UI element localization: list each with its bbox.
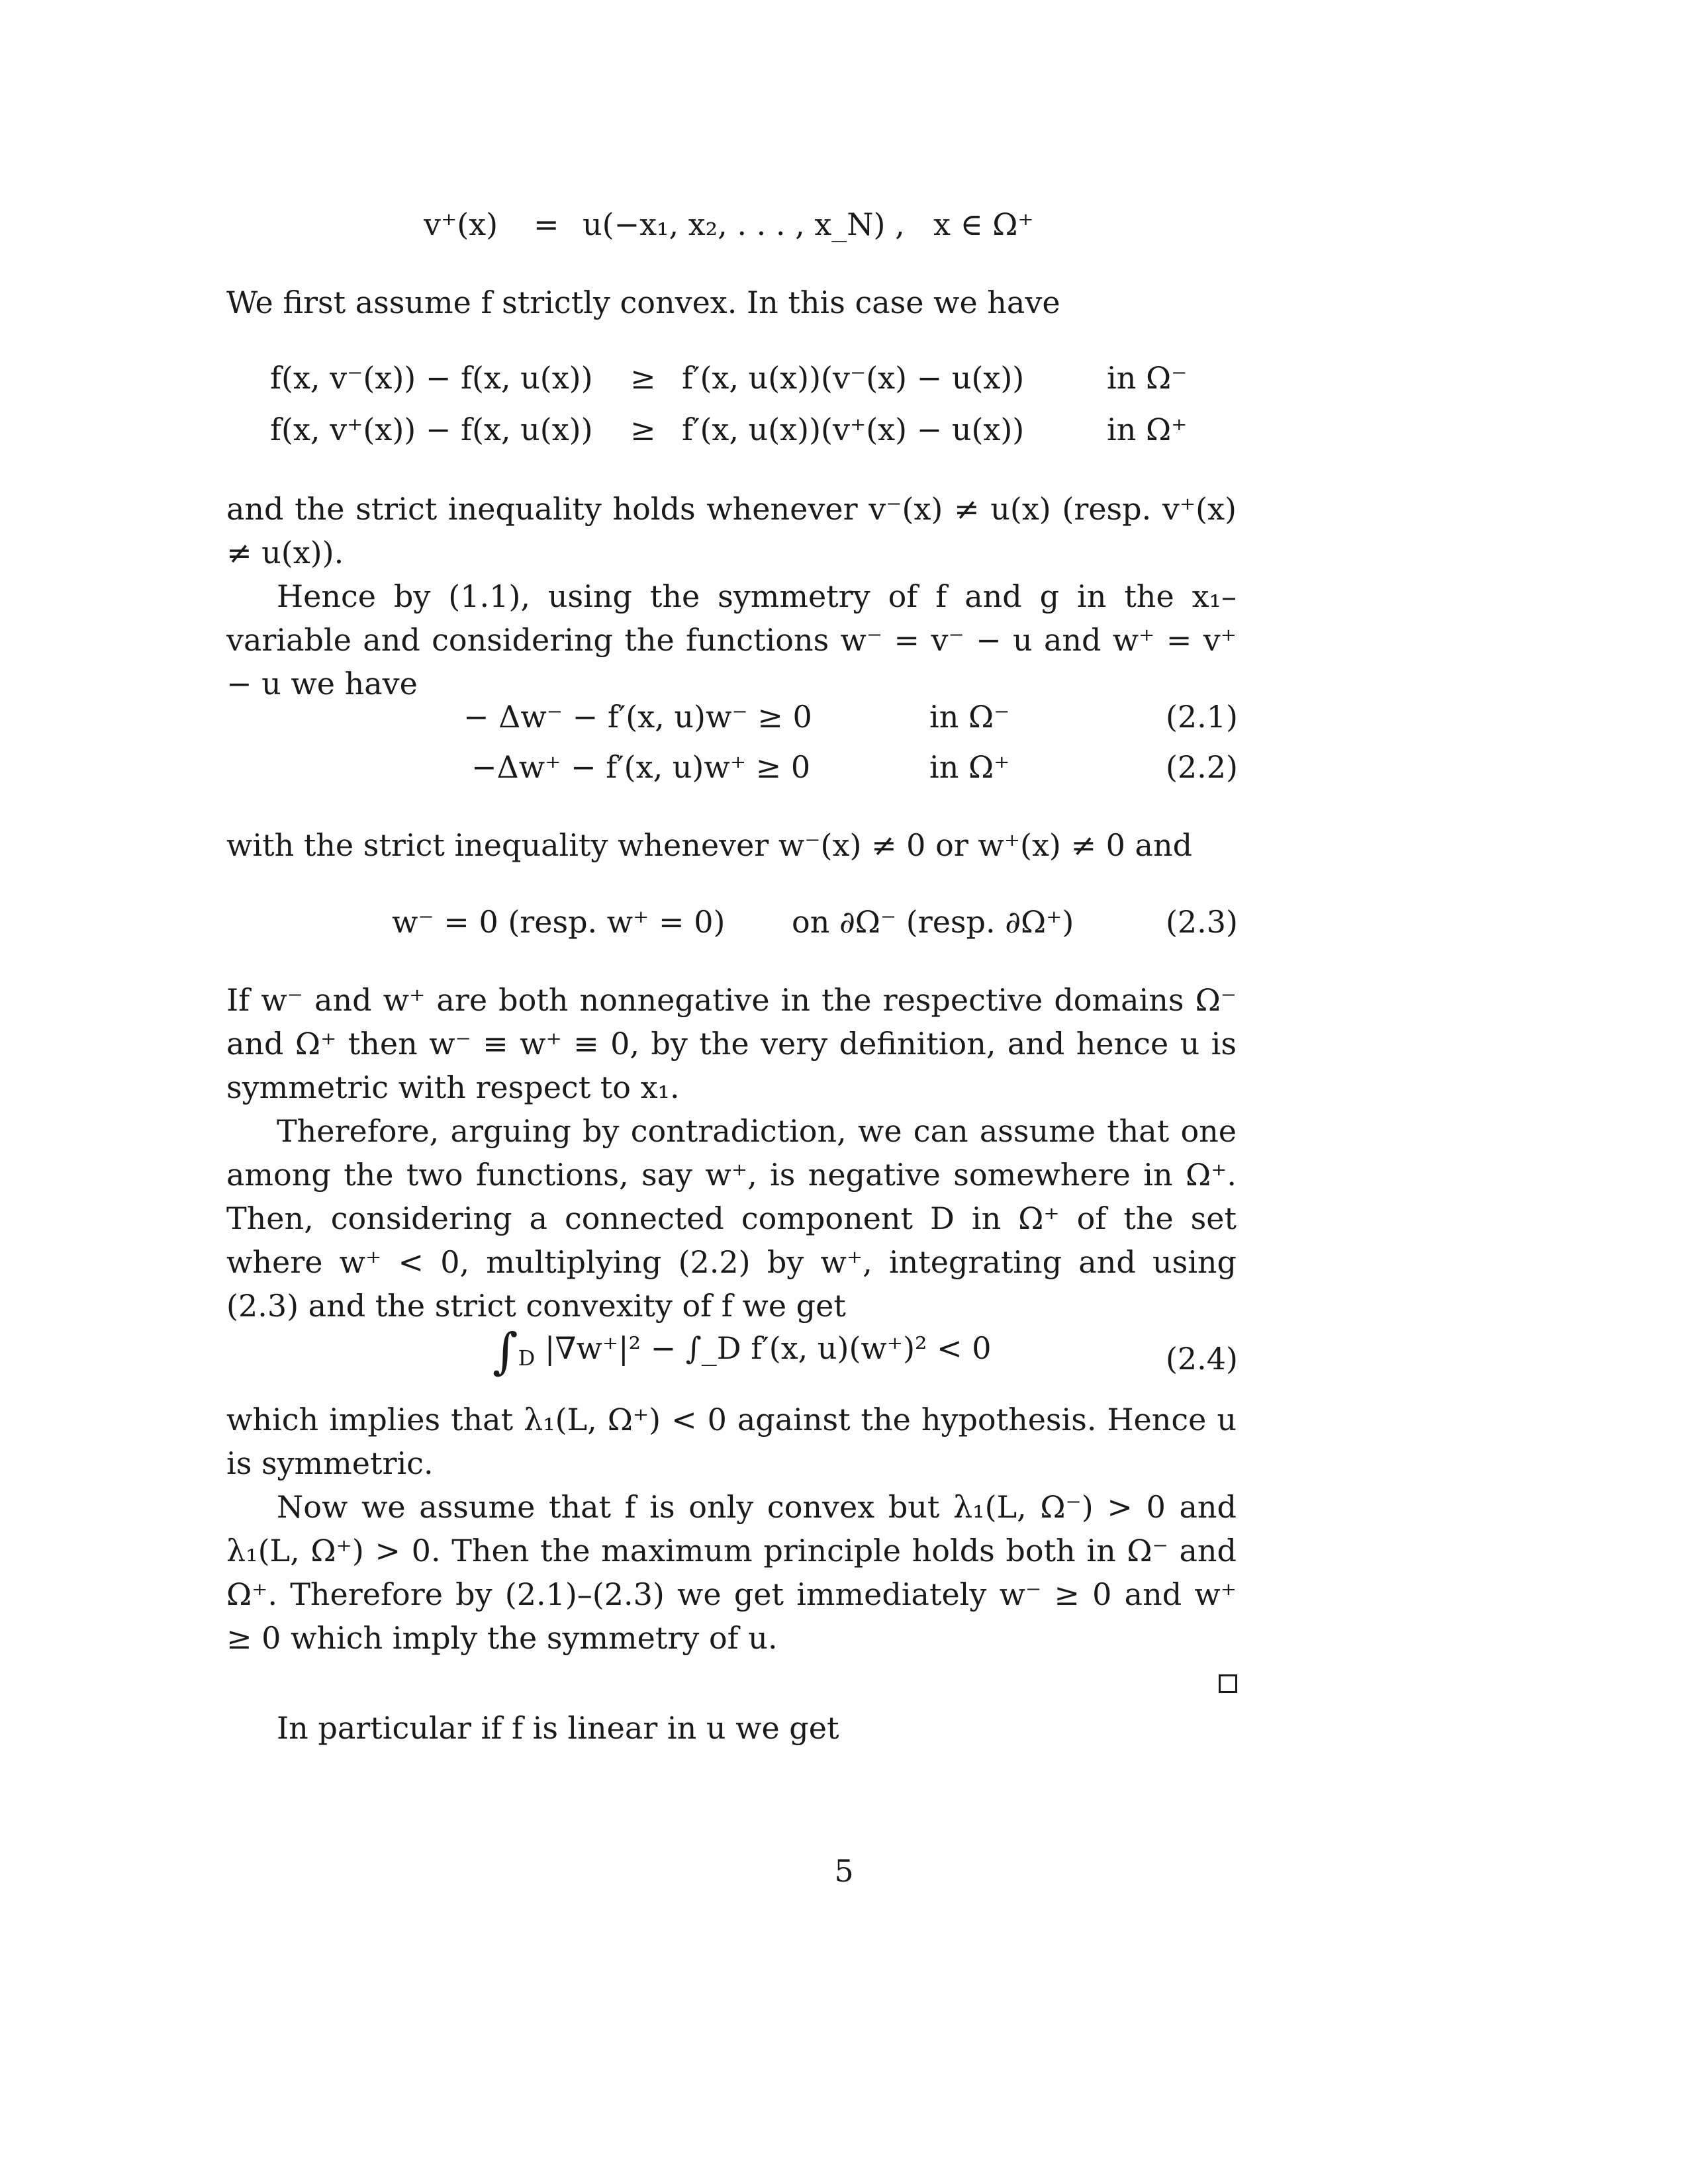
paragraph-8: Now we assume that f is only convex but λ₁(L, Ω⁻) > 0 and λ₁(L, Ω⁺) > 0. Then the maximum principle holds both in Ω⁻ and Ω⁺. Therefore by (2.1)–(2.3) we get immediately w⁻ ≥ 0 and w⁺ ≥ 0 which imply the symmetry of u. bbox=[226, 1489, 1237, 1656]
paragraph-1: We first assume f strictly convex. In this case we have bbox=[226, 285, 1060, 320]
eq21-number: (2.1) bbox=[1165, 699, 1238, 735]
eq-top-cond: x ∈ Ω⁺ bbox=[933, 206, 1034, 242]
eq22-expr: −Δw⁺ − f′(x, u)w⁺ ≥ 0 bbox=[471, 749, 811, 785]
paragraph-6: Therefore, arguing by contradiction, we can assume that one among the two functions, say w⁺, is negative somewhere in Ω⁺. Then, considering a connected component D in Ω⁺ of the set where w⁺ < 0, multiplying (2.2) by w⁺, integrating and using (2.3) and the strict convexity of f we get bbox=[226, 1113, 1237, 1324]
eq21-cond: in Ω⁻ bbox=[929, 699, 1010, 735]
ineq2-rel: ≥ bbox=[630, 412, 656, 447]
paragraph-5: If w⁻ and w⁺ are both nonnegative in the respective domains Ω⁻ and Ω⁺ then w⁻ ≡ w⁺ ≡ 0, by the very definition, and hence u is symmetric with respect to x₁. bbox=[226, 982, 1237, 1105]
paragraph-9: In particular if f is linear in u we get bbox=[277, 1710, 839, 1746]
eq-top-lhs: v⁺(x) bbox=[424, 206, 498, 242]
ineq1-cond: in Ω⁻ bbox=[1107, 360, 1188, 396]
ineq1-rel: ≥ bbox=[630, 360, 656, 396]
integral-domain: D bbox=[518, 1345, 536, 1371]
eq24-expr: |∇w⁺|² − ∫_D f′(x, u)(w⁺)² < 0 bbox=[544, 1330, 992, 1366]
eq24-number: (2.4) bbox=[1165, 1341, 1238, 1377]
eq22-number: (2.2) bbox=[1165, 749, 1238, 785]
eq24 bbox=[492, 1323, 992, 1380]
ineq1-lhs: f(x, v⁻(x)) − f(x, u(x)) bbox=[270, 360, 593, 396]
paragraph-2: and the strict inequality holds whenever v⁻(x) ≠ u(x) (resp. v⁺(x) ≠ u(x)). bbox=[226, 491, 1237, 570]
ineq1-rhs: f′(x, u(x))(v⁻(x) − u(x)) bbox=[682, 360, 1025, 396]
eq-top-rhs: u(−x₁, x₂, . . . , x_N) , bbox=[583, 206, 905, 242]
paragraph-7: which implies that λ₁(L, Ω⁺) < 0 against the hypothesis. Hence u is symmetric. bbox=[226, 1402, 1237, 1481]
eq23-number: (2.3) bbox=[1165, 904, 1238, 940]
eq23-expr: w⁻ = 0 (resp. w⁺ = 0) bbox=[392, 904, 726, 940]
page-number: 5 bbox=[834, 1853, 854, 1889]
ineq2-cond: in Ω⁺ bbox=[1107, 412, 1188, 447]
eq23-cond: on ∂Ω⁻ (resp. ∂Ω⁺) bbox=[792, 904, 1074, 940]
paragraph-3: Hence by (1.1), using the symmetry of f and g in the x₁–variable and considering the functions w⁻ = v⁻ − u and w⁺ = v⁺ − u we have bbox=[226, 578, 1237, 702]
qed-square bbox=[1219, 1674, 1237, 1693]
eq22-cond: in Ω⁺ bbox=[929, 749, 1010, 785]
eq-top-rel: = bbox=[534, 206, 559, 242]
ineq2-rhs: f′(x, u(x))(v⁺(x) − u(x)) bbox=[682, 412, 1025, 447]
eq21-expr: − Δw⁻ − f′(x, u)w⁻ ≥ 0 bbox=[463, 699, 812, 735]
integral-sign: ∫ bbox=[492, 1323, 518, 1380]
paragraph-4: with the strict inequality whenever w⁻(x) ≠ 0 or w⁺(x) ≠ 0 and bbox=[226, 827, 1193, 863]
ineq2-lhs: f(x, v⁺(x)) − f(x, u(x)) bbox=[270, 412, 593, 447]
